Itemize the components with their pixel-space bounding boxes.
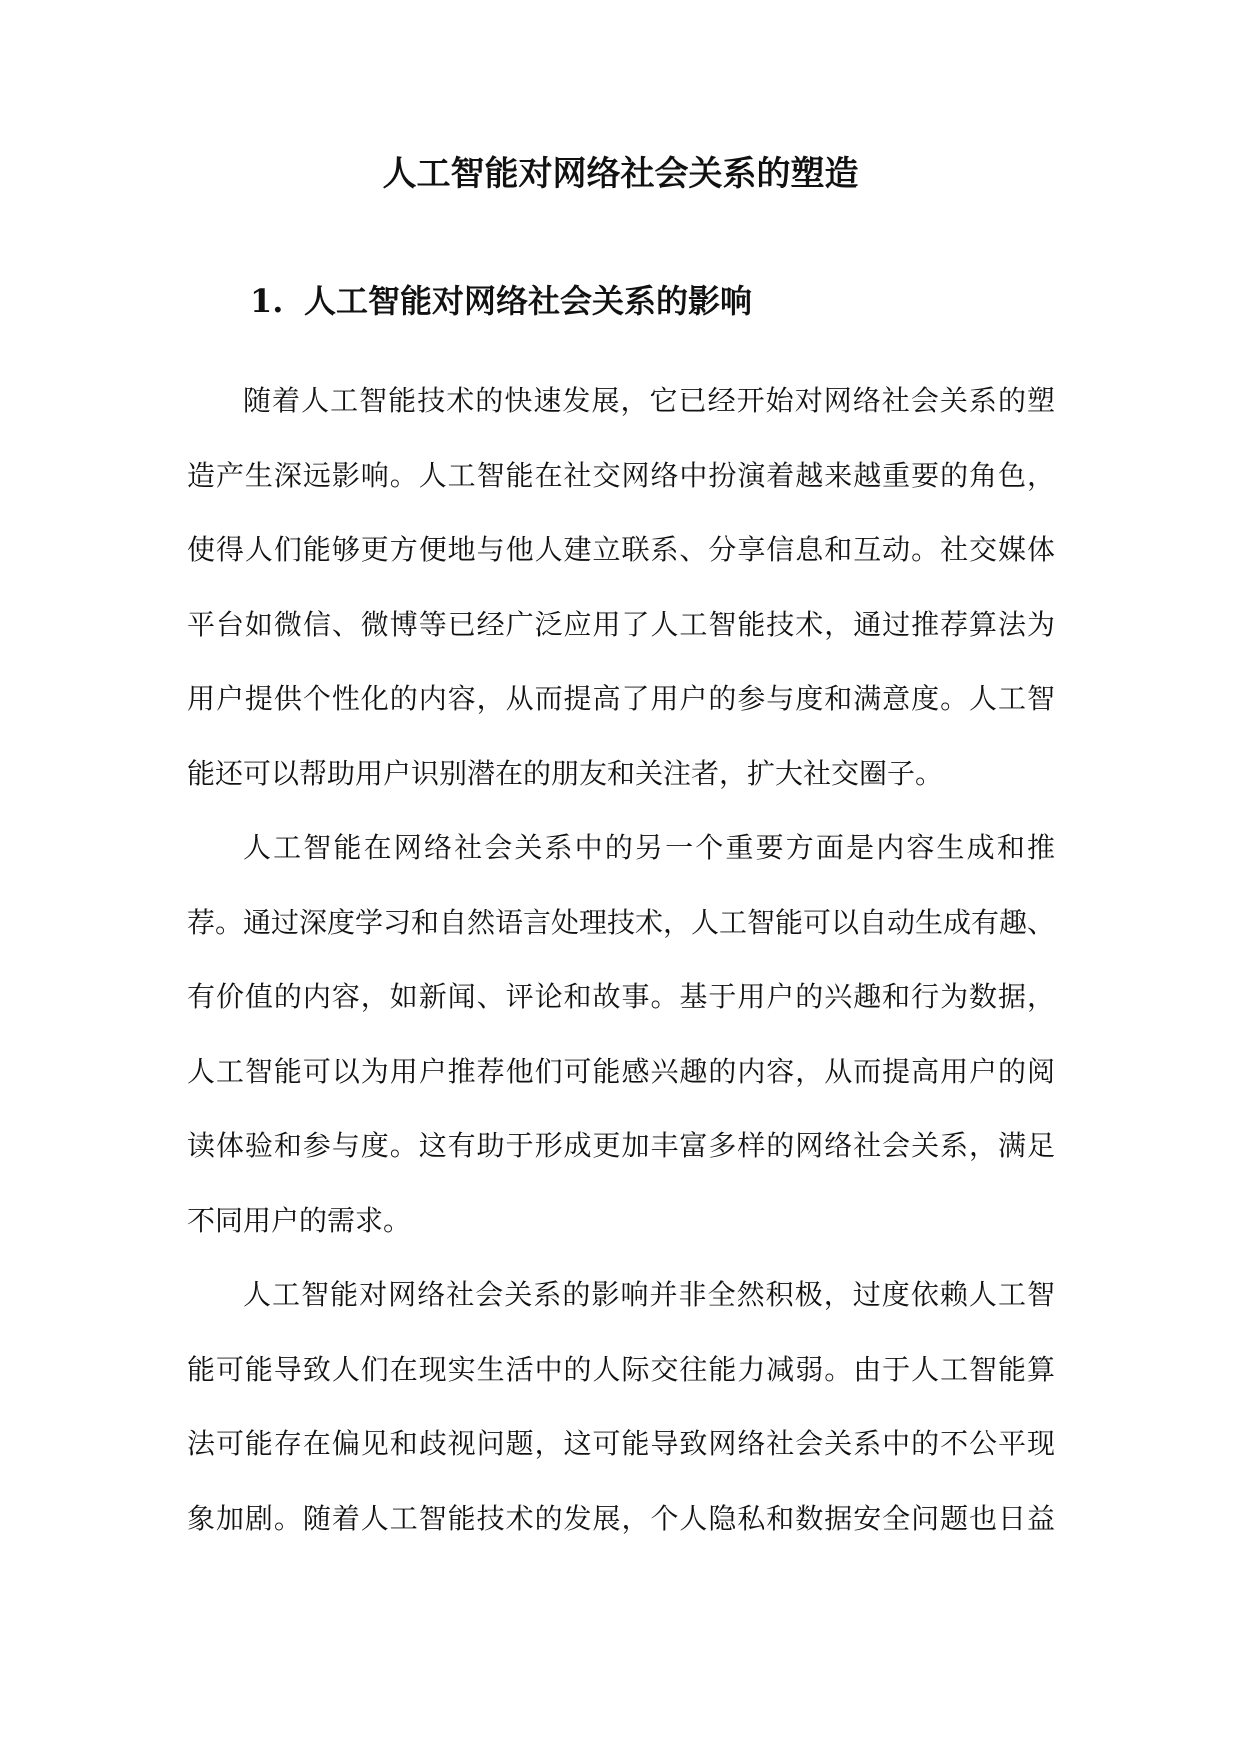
text-line: 法可能存在偏见和歧视问题，这可能导致网络社会关系中的不公平现 — [187, 1427, 1055, 1460]
document-body — [187, 364, 1055, 1556]
section-title: 人工智能对网络社会关系的影响 — [304, 282, 753, 320]
text-line: 造产生深远影响。人工智能在社交网络中扮演着越来越重要的角色， — [187, 458, 1055, 492]
paragraph-3 — [187, 1258, 1055, 1556]
paragraph-2 — [187, 811, 1055, 1258]
text-line: 能可能导致人们在现实生活中的人际交往能力减弱。由于人工智能算 — [187, 1352, 1055, 1386]
text-line: 象加剧。随着人工智能技术的发展，个人隐私和数据安全问题也日益 — [187, 1501, 1055, 1535]
text-line: 使得人们能够更方便地与他人建立联系、分享信息和互动。社交媒体 — [187, 533, 1055, 566]
text-line: 平台如微信、微博等已经广泛应用了人工智能技术，通过推荐算法为 — [187, 607, 1055, 641]
text-line: 随着人工智能技术的快速发展，它已经开始对网络社会关系的塑 — [243, 384, 1055, 417]
text-line: 人工智能对网络社会关系的影响并非全然积极，过度依赖人工智 — [243, 1278, 1055, 1311]
section-heading — [250, 278, 752, 324]
text-line: 不同用户的需求。 — [187, 1203, 412, 1237]
text-line: 用户提供个性化的内容，从而提高了用户的参与度和满意度。人工智 — [187, 682, 1055, 715]
text-line: 读体验和参与度。这有助于形成更加丰富多样的网络社会关系，满足 — [187, 1129, 1055, 1162]
text-line: 有价值的内容，如新闻、评论和故事。基于用户的兴趣和行为数据， — [187, 980, 1055, 1013]
section-number: 1. — [250, 282, 284, 320]
text-line: 荐。通过深度学习和自然语言处理技术，人工智能可以自动生成有趣、 — [187, 905, 1056, 939]
text-line: 能还可以帮助用户识别潜在的朋友和关注者，扩大社交圈子。 — [187, 756, 944, 790]
paragraph-1 — [187, 364, 1055, 811]
text-line: 人工智能在网络社会关系中的另一个重要方面是内容生成和推 — [243, 831, 1055, 864]
text-line: 人工智能可以为用户推荐他们可能感兴趣的内容，从而提高用户的阅 — [187, 1054, 1055, 1088]
document-title: 人工智能对网络社会关系的塑造 — [382, 154, 859, 194]
